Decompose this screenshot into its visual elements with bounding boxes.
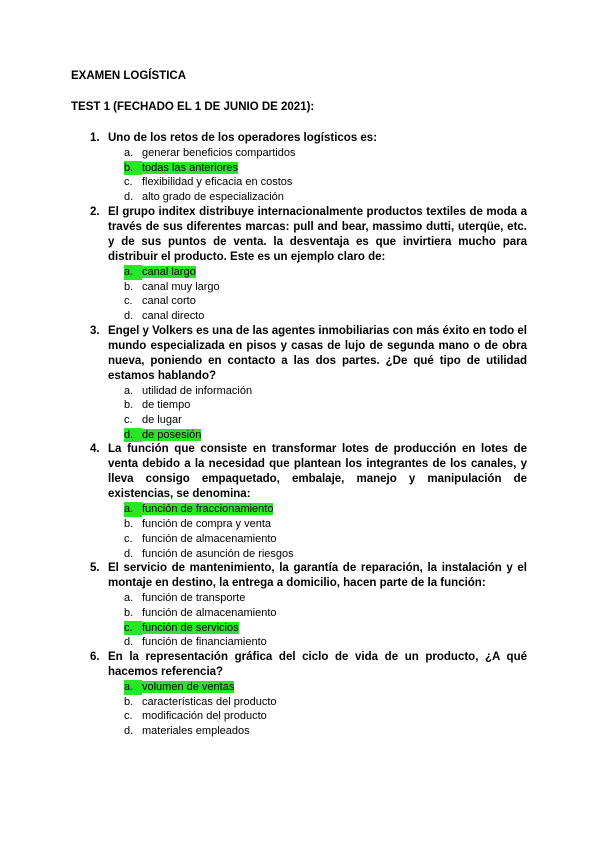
option-b bbox=[124, 606, 527, 621]
question-text: Engel y Volkers es una de las agentes inmobiliarias con más éxito en todo el mundo especializada en pisos y casas de lujo de segunda mano o de obra nueva, poniendo en contacto a las dos partes. ¿De qué tipo de utilidad estamos hablando? bbox=[108, 324, 527, 382]
question-6 bbox=[90, 650, 527, 739]
option-letter: d. bbox=[124, 309, 134, 322]
option-letter: c. bbox=[124, 295, 133, 308]
question-number: 3. bbox=[90, 324, 100, 337]
option-text: todas las anteriores bbox=[142, 161, 238, 174]
option-b bbox=[124, 517, 527, 532]
question-5 bbox=[90, 561, 527, 650]
question-number: 6. bbox=[90, 651, 100, 664]
question-text: En la representación gráfica del ciclo de vida de un producto, ¿A qué hacemos referencia? bbox=[108, 651, 527, 679]
option-letter: a. bbox=[124, 147, 134, 159]
option-d bbox=[124, 547, 527, 562]
option-c-correct bbox=[124, 621, 527, 636]
question-number: 5. bbox=[90, 562, 100, 575]
option-text: canal corto bbox=[142, 295, 196, 308]
option-letter: d. bbox=[124, 636, 134, 649]
option-c bbox=[124, 175, 527, 190]
option-letter: c. bbox=[124, 414, 133, 427]
option-list bbox=[124, 265, 527, 324]
question-text: El servicio de mantenimiento, la garantía de reparación, la instalación y el montaje en destino, la entrega a domicilio, hacen parte de la función: bbox=[108, 562, 527, 590]
option-d bbox=[124, 190, 527, 205]
option-list bbox=[124, 680, 527, 739]
option-d bbox=[124, 309, 527, 324]
option-letter: c. bbox=[124, 532, 133, 545]
option-a-correct bbox=[124, 502, 527, 517]
option-letter: a. bbox=[124, 265, 142, 280]
option-letter: d. bbox=[124, 428, 142, 443]
question-text: El grupo inditex distribuye internacionalmente productos textiles de moda a través de sus diferentes marcas: pull and bear, massimo dutti, uterqüe, etc. y de sus puntos de venta. la desventaja es que invirtiera mucho para distribuir el producto. Este es un ejemplo claro de: bbox=[108, 205, 527, 263]
option-text: flexibilidad y eficacia en costos bbox=[142, 176, 293, 189]
option-text: función de servicios bbox=[142, 621, 239, 634]
option-text: función de asunción de riesgos bbox=[142, 547, 294, 560]
option-text: canal largo bbox=[142, 265, 196, 278]
option-text: de tiempo bbox=[142, 399, 191, 412]
option-letter: b. bbox=[124, 399, 134, 412]
option-text: volumen de ventas bbox=[142, 681, 235, 694]
question-2 bbox=[90, 205, 527, 324]
option-c bbox=[124, 532, 527, 547]
option-letter: b. bbox=[124, 161, 142, 176]
option-text: generar beneficios compartidos bbox=[142, 147, 296, 159]
option-d bbox=[124, 635, 527, 650]
option-text: función de financiamiento bbox=[142, 636, 267, 649]
option-text: canal muy largo bbox=[142, 280, 220, 293]
option-text: alto grado de especialización bbox=[142, 191, 284, 204]
option-b bbox=[124, 695, 527, 710]
option-list bbox=[124, 146, 527, 205]
option-b-correct bbox=[124, 161, 527, 176]
question-4 bbox=[90, 442, 527, 561]
option-letter: c. bbox=[124, 621, 142, 636]
option-text: de posesión bbox=[142, 428, 202, 441]
option-a bbox=[124, 146, 527, 161]
option-letter: c. bbox=[124, 176, 133, 189]
option-text: materiales empleados bbox=[142, 725, 250, 738]
option-d bbox=[124, 724, 527, 739]
question-text: Uno de los retos de los operadores logísticos es: bbox=[108, 132, 378, 144]
question-number: 4. bbox=[90, 443, 100, 456]
option-letter: d. bbox=[124, 191, 134, 204]
option-c bbox=[124, 709, 527, 724]
option-letter: a. bbox=[124, 680, 142, 695]
option-text: función de transporte bbox=[142, 592, 246, 605]
question-number: 2. bbox=[90, 205, 100, 218]
option-text: de lugar bbox=[142, 414, 182, 427]
option-a bbox=[124, 384, 527, 399]
option-list bbox=[124, 502, 527, 561]
option-b bbox=[124, 398, 527, 413]
option-d-correct bbox=[124, 428, 527, 443]
option-letter: d. bbox=[124, 547, 134, 560]
option-text: función de almacenamiento bbox=[142, 606, 277, 619]
document-subtitle: TEST 1 (FECHADO EL 1 DE JUNIO DE 2021): bbox=[71, 101, 315, 113]
option-c bbox=[124, 413, 527, 428]
option-letter: d. bbox=[124, 725, 134, 738]
question-number: 1. bbox=[90, 132, 100, 144]
option-c bbox=[124, 294, 527, 309]
option-text: función de fraccionamiento bbox=[142, 503, 274, 516]
option-b bbox=[124, 280, 527, 295]
option-text: modificación del producto bbox=[142, 710, 267, 723]
option-text: canal directo bbox=[142, 309, 205, 322]
option-a-correct bbox=[124, 265, 527, 280]
question-1 bbox=[90, 131, 527, 205]
option-a bbox=[124, 591, 527, 606]
question-text: La función que consiste en transformar lotes de producción en lotes de venta debido a la necesidad que plantean los integrantes de los canales, y lleva consigo empaquetado, embalaje, manejo y manipulación de existencias, se denomina: bbox=[108, 443, 527, 501]
question-3 bbox=[90, 324, 527, 443]
option-list bbox=[124, 591, 527, 650]
option-text: función de compra y venta bbox=[142, 518, 272, 531]
option-list bbox=[124, 384, 527, 443]
option-letter: a. bbox=[124, 592, 134, 605]
option-letter: b. bbox=[124, 606, 134, 619]
option-text: función de almacenamiento bbox=[142, 532, 277, 545]
question-list bbox=[90, 131, 527, 739]
option-letter: b. bbox=[124, 695, 134, 708]
document-title: EXAMEN LOGÍSTICA bbox=[71, 70, 187, 82]
option-letter: a. bbox=[124, 384, 134, 397]
option-letter: a. bbox=[124, 502, 142, 517]
option-letter: b. bbox=[124, 518, 134, 531]
option-text: características del producto bbox=[142, 695, 277, 708]
option-letter: b. bbox=[124, 280, 134, 293]
option-text: utilidad de información bbox=[142, 384, 253, 397]
option-a-correct bbox=[124, 680, 527, 695]
option-letter: c. bbox=[124, 710, 133, 723]
